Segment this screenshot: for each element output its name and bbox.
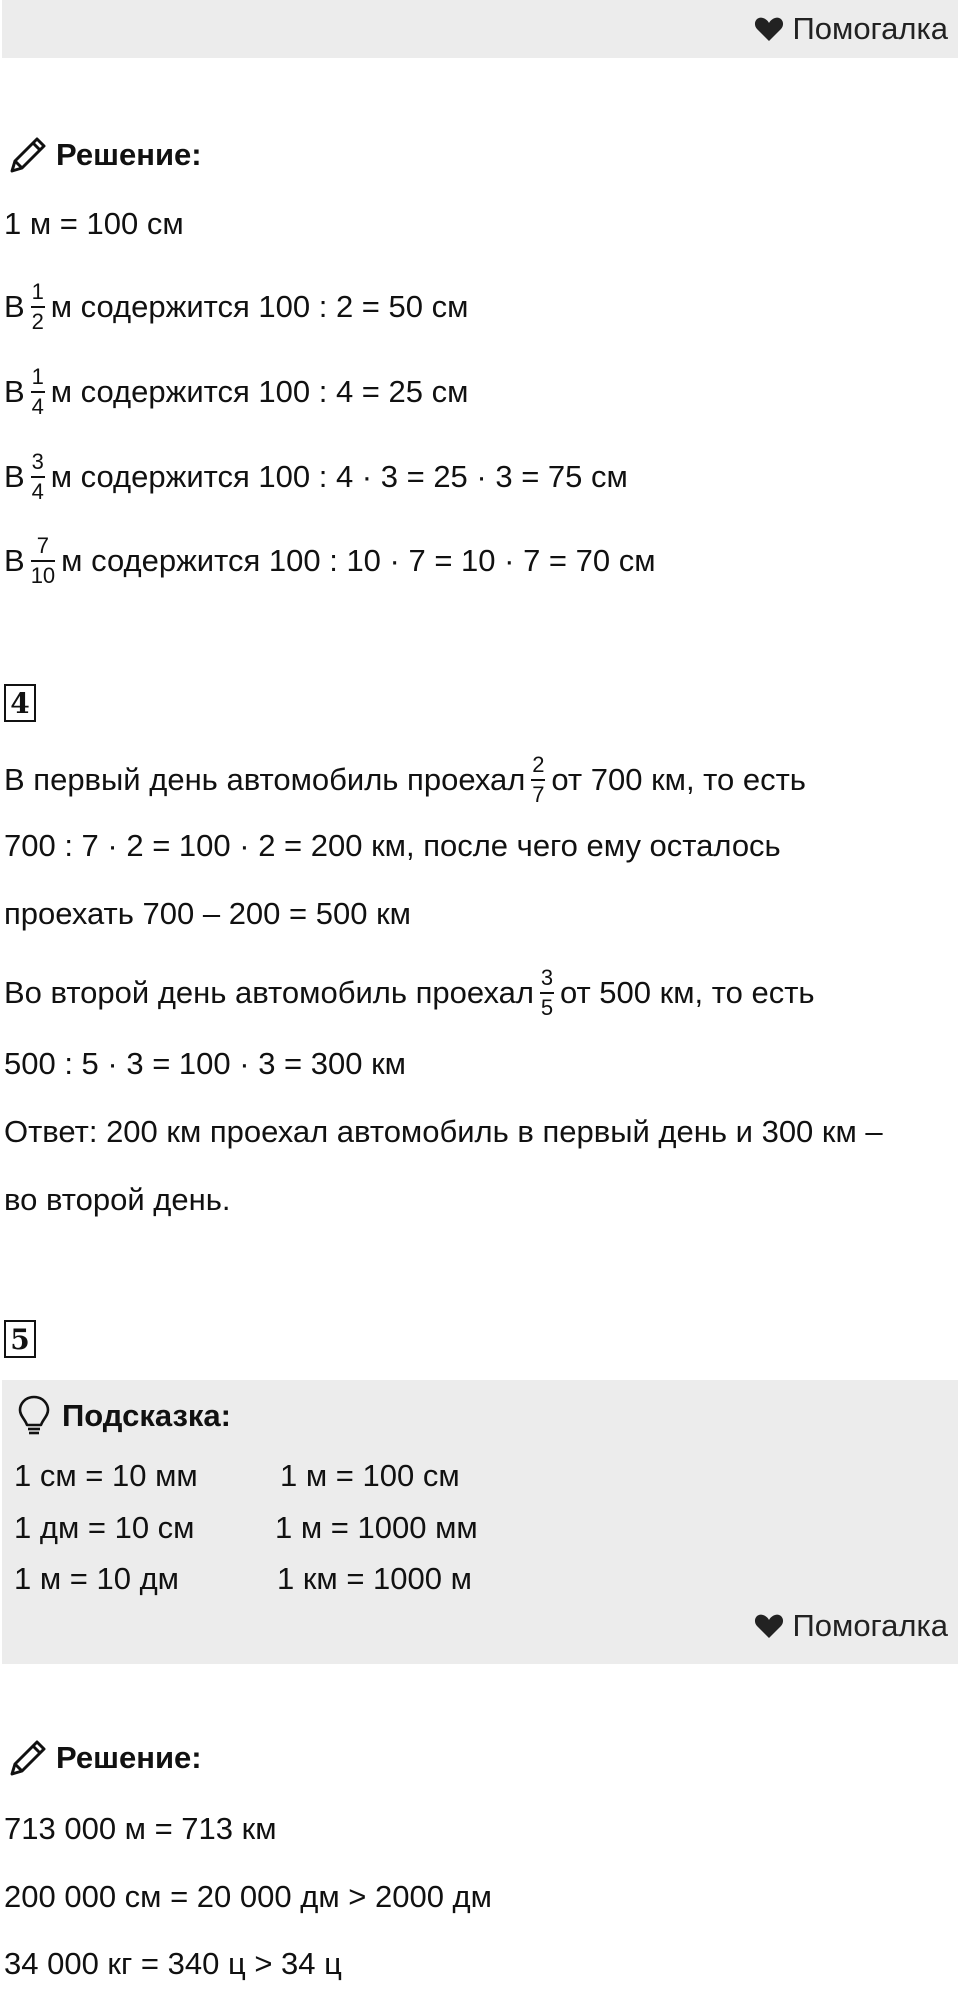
hint-fact: 1 м = 100 см [280,1458,460,1493]
fraction-denominator: 10 [30,563,56,588]
fraction [31,534,55,588]
fraction-numerator: 2 [532,752,545,777]
text-line [4,753,806,807]
pencil-icon [6,1736,50,1780]
text-line: 500 : 5 · 3 = 100 · 3 = 300 км [4,1046,406,1081]
solution-label: Решение: [56,137,202,172]
lightbulb-icon [16,1394,52,1438]
brand-link[interactable] [754,11,948,47]
fraction-denominator: 5 [540,995,554,1020]
fraction-numerator: 3 [31,449,44,474]
fraction-numerator: 1 [31,279,44,304]
text-line: 700 : 7 · 2 = 100 · 2 = 200 км, после чего ему осталось [4,828,781,863]
text-line: 34 000 кг = 340 ц > 34 ц [4,1946,342,1981]
heart-icon [754,1613,784,1639]
line-prefix: В первый день автомобиль проехал [4,762,526,797]
text-line: во второй день. [4,1182,231,1217]
fraction [531,753,545,807]
fraction-denominator: 2 [31,309,44,334]
hint-label: Подсказка: [62,1398,231,1433]
hint-fact: 1 дм = 10 см [14,1510,195,1545]
fraction-denominator: 4 [31,479,44,504]
line-prefix: Во второй день автомобиль проехал [4,975,534,1010]
line-prefix: В [4,374,25,409]
fraction-numerator: 1 [31,364,44,389]
fraction-denominator: 7 [532,782,545,807]
brand-bar [2,0,958,58]
fraction-numerator: 3 [540,965,554,990]
hint-box [2,1380,958,1664]
text-line: 200 000 см = 20 000 дм > 2000 дм [4,1879,492,1914]
line-suffix: м содержится 100 : 4 = 25 см [50,374,469,409]
text-line: Ответ: 200 км проехал автомобиль в первый день и 300 км – [4,1114,883,1149]
line-suffix: м содержится 100 : 2 = 50 см [50,289,469,324]
line-suffix: от 700 км, то есть [551,762,806,797]
brand-name: Помогалка [792,1608,948,1643]
brand-name: Помогалка [792,11,948,46]
solution-heading [6,133,202,177]
fraction-numerator: 7 [36,533,50,558]
text-line: 713 000 м = 713 км [4,1811,277,1846]
line-suffix: м содержится 100 : 4 · 3 = 25 · 3 = 75 см [50,459,628,494]
text-line [4,365,468,419]
brand-link[interactable] [754,1608,948,1644]
text-line [4,534,656,588]
fraction [31,450,45,504]
line-prefix: В [4,459,25,494]
hint-fact: 1 м = 1000 мм [275,1510,478,1545]
hint-heading [16,1394,231,1438]
task-number-5: 5 [4,1320,36,1358]
heart-icon [754,16,784,42]
pencil-icon [6,133,50,177]
fraction [31,365,45,419]
hint-fact: 1 м = 10 дм [14,1561,179,1596]
text-line: проехать 700 – 200 = 500 км [4,896,411,931]
line-suffix: от 500 км, то есть [559,975,815,1010]
text-line: 1 м = 100 см [4,206,184,241]
task-number-4: 4 [4,684,36,722]
text-line [4,280,468,334]
line-prefix: В [4,289,25,324]
fraction-denominator: 4 [31,394,44,419]
line-suffix: м содержится 100 : 10 · 7 = 10 · 7 = 70 см [61,543,656,578]
hint-fact: 1 см = 10 мм [14,1458,198,1493]
line-prefix: В [4,543,25,578]
solution-heading [6,1736,202,1780]
fraction [540,966,554,1020]
hint-fact: 1 км = 1000 м [277,1561,472,1596]
fraction [31,280,45,334]
text-line [4,966,815,1020]
text-line [4,450,628,504]
solution-label: Решение: [56,1740,202,1775]
